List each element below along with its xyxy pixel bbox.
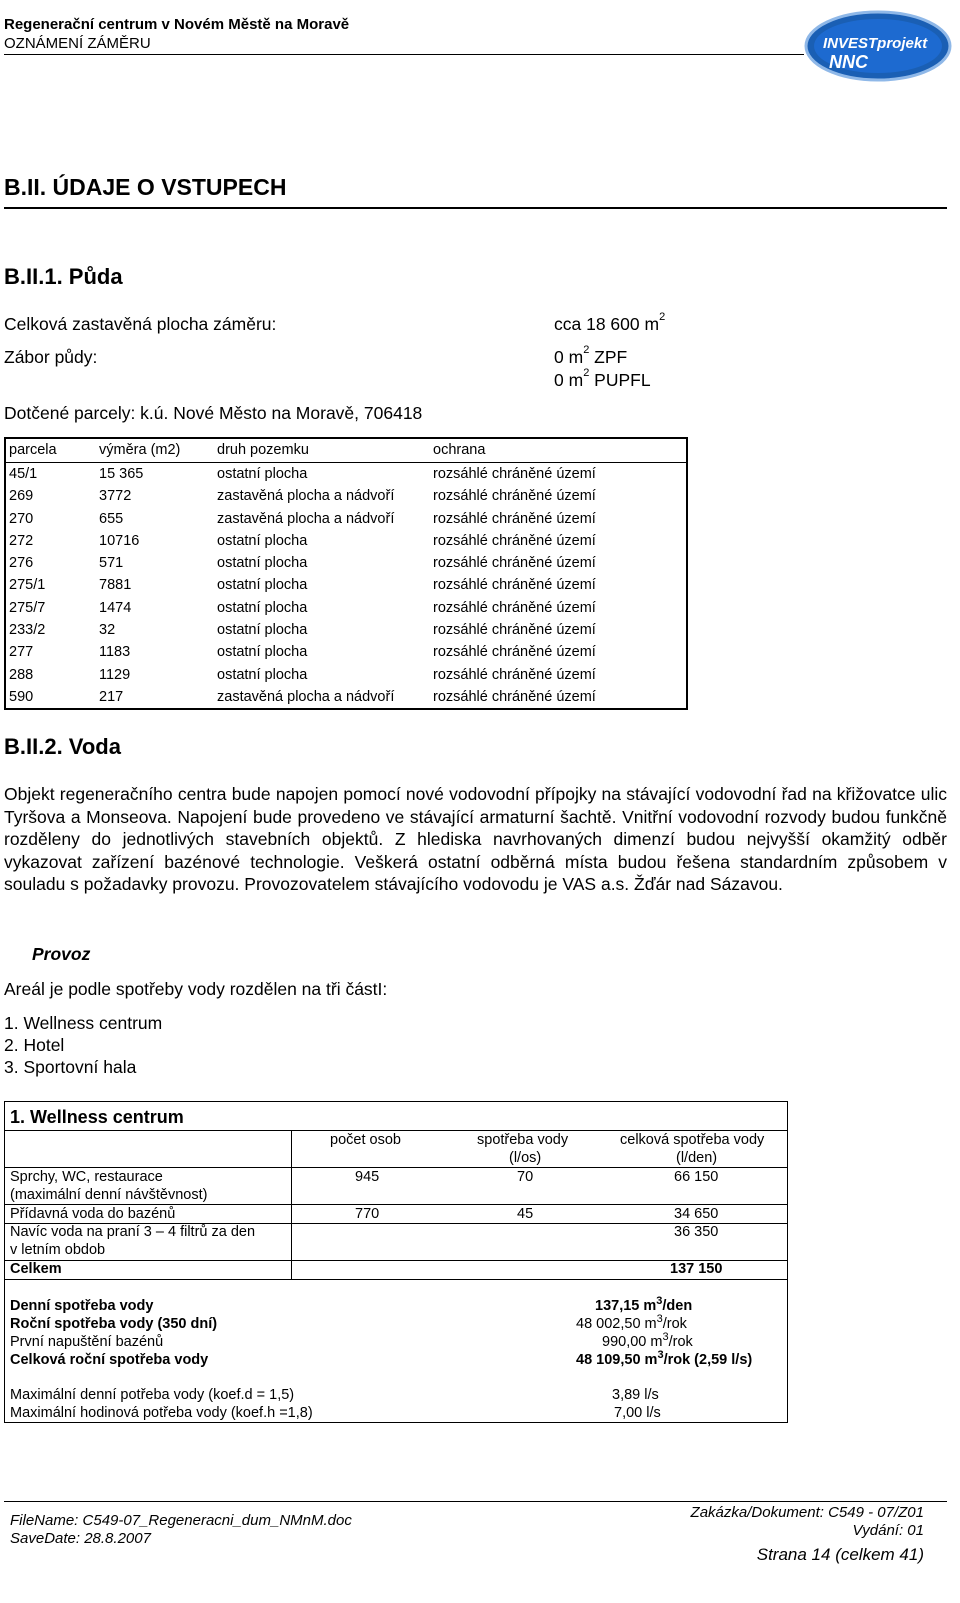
- cell-land-type: zastavěná plocha a nádvoří: [217, 488, 395, 505]
- table-row: [6, 463, 686, 485]
- row-total: 34 650: [674, 1206, 719, 1222]
- divider: [5, 1167, 787, 1168]
- cell-protection: rozsáhlé chráněné území: [433, 555, 596, 572]
- table-row: [6, 641, 686, 663]
- water-paragraph: Objekt regeneračního centra bude napojen pomocí nové vodovodní přípojky na stávající vodovodní řad na křižovatce ulic Tyršova a Monseova. Napojení bude provedeno ve stávající armaturní šachtě. Vnitřní vodovodní rozvody budou funkčně rozděleny do jednotlivých stavebních objektů. Z hlediska navrhovaných dimenzí budou nejvyšší okamžitý odběr vykazovat zařízení bazénové technologie. Veškerá ostatní odběrná místa budou řešena standardním způsobem v souladu s požadavky provozu. Provozovatelem stávajícího vodovodu je VAS a.s. Žďár nad Sázavou.: [4, 784, 947, 894]
- footer-contract: Zakázka/Dokument: C549 - 07/Z01: [690, 1504, 924, 1521]
- row-persons: 770: [355, 1206, 380, 1222]
- cell-area: 1183: [99, 644, 131, 661]
- parcel-table: [4, 437, 688, 710]
- cell-parcel: 45/1: [9, 466, 38, 482]
- cell-land-type: ostatní plocha: [217, 466, 308, 482]
- row-persons: 945: [355, 1169, 380, 1185]
- parcels-label: Dotčené parcely: k.ú. Nové Město na Moravě, 706418: [4, 403, 423, 423]
- built-area-label: Celková zastavěná plocha záměru:: [4, 314, 277, 334]
- cell-parcel: 288: [9, 666, 34, 683]
- water-heading: B.II.2. Voda: [4, 734, 121, 759]
- cell-protection: rozsáhlé chráněné území: [433, 532, 596, 549]
- total-label: Celkem: [10, 1261, 62, 1277]
- land-take-zpf: 0 $m^2$ ZPF: [554, 344, 628, 367]
- row-total: 36 350: [674, 1224, 719, 1240]
- cell-protection: rozsáhlé chráněné území: [433, 488, 596, 505]
- summary-label-total-yearly: Celková roční spotřeba vody: [10, 1352, 209, 1368]
- footer-filename: FileName: C549-07_Regeneracni_dum_NMnM.doc: [10, 1512, 352, 1529]
- cell-land-type: ostatní plocha: [217, 555, 308, 572]
- cell-land-type: ostatní plocha: [217, 622, 308, 639]
- cell-land-type: ostatní plocha: [217, 532, 308, 549]
- footer-edition: Vydání: 01: [852, 1522, 924, 1539]
- table-row: [6, 597, 686, 619]
- table-row: [6, 574, 686, 596]
- section-title: B.II. ÚDAJE O VSTUPECH: [4, 174, 287, 200]
- summary-label-yearly: Roční spotřeba vody (350 dní): [10, 1316, 218, 1332]
- row-label: Přídavná voda do bazénů: [10, 1206, 176, 1222]
- logo-text-1: INVESTprojekt: [823, 35, 928, 52]
- table-row: [6, 686, 686, 708]
- cell-land-type: zastavěná plocha a nádvoří: [217, 688, 395, 705]
- cell-parcel: 269: [9, 488, 34, 505]
- cell-area: 10716: [99, 532, 140, 549]
- cell-area: 655: [99, 510, 124, 527]
- part-item-3: 3. Sportovní hala: [4, 1057, 137, 1077]
- parcel-table-header: [6, 439, 686, 463]
- table-row: [6, 619, 686, 641]
- investprojekt-logo: [803, 6, 953, 84]
- provoz-heading: Provoz: [32, 944, 91, 964]
- col-header-protection: ochrana: [433, 442, 486, 458]
- divider: [5, 1204, 787, 1205]
- cell-area: 1129: [99, 666, 131, 683]
- cell-protection: rozsáhlé chráněné území: [433, 644, 596, 661]
- table-row: [6, 485, 686, 507]
- cell-land-type: ostatní plocha: [217, 644, 308, 661]
- col-header-persons: počet osob: [330, 1132, 401, 1148]
- summary-value-yearly: 48 002,50 $m^3$/rok: [576, 1313, 687, 1332]
- max-daily-value: 3,89 l/s: [612, 1387, 659, 1403]
- summary-label-first-fill: První napuštění bazénů: [10, 1334, 164, 1350]
- areal-text: Areál je podle spotřeby vody rozdělen na tři částI:: [4, 979, 388, 999]
- summary-value-first-fill: 990,00 $m^3$/rok: [602, 1331, 693, 1350]
- row-label-2: v letním obdob: [10, 1242, 106, 1258]
- cell-protection: rozsáhlé chráněné území: [433, 599, 596, 616]
- footer-divider: [4, 1501, 947, 1502]
- document-title: Regenerační centrum v Novém Městě na Moravě: [4, 16, 350, 33]
- cell-parcel: 233/2: [9, 622, 46, 639]
- row-consumption: 45: [517, 1206, 534, 1222]
- summary-label-daily: Denní spotřeba vody: [10, 1298, 154, 1314]
- max-hourly-label: Maximální hodinová potřeba vody (koef.h =1,8): [10, 1405, 313, 1421]
- summary-value-daily: 137,15 $m^3$/den: [595, 1295, 693, 1314]
- logo-text-2: NNC: [829, 52, 868, 72]
- cell-protection: rozsáhlé chráněné území: [433, 577, 596, 594]
- cell-area: 3772: [99, 488, 132, 505]
- document-subtitle: OZNÁMENÍ ZÁMĚRU: [4, 35, 151, 52]
- max-hourly-value: 7,00 l/s: [614, 1405, 661, 1421]
- col-header-parcel: parcela: [9, 442, 57, 458]
- cell-parcel: 270: [9, 510, 34, 527]
- cell-area: 32: [99, 622, 116, 639]
- cell-protection: rozsáhlé chráněné území: [433, 666, 596, 683]
- table-row: [6, 552, 686, 574]
- cell-parcel: 276: [9, 555, 34, 572]
- part-item-2: 2. Hotel: [4, 1035, 65, 1055]
- row-label: Sprchy, WC, restaurace: [10, 1169, 163, 1185]
- part-item-1: 1. Wellness centrum: [4, 1013, 163, 1033]
- cell-protection: rozsáhlé chráněné území: [433, 466, 596, 482]
- footer-page: Strana 14 (celkem 41): [756, 1545, 924, 1564]
- max-daily-label: Maximální denní potřeba vody (koef.d = 1,5): [10, 1387, 295, 1403]
- cell-area: 217: [99, 688, 124, 705]
- header-divider: [4, 54, 804, 55]
- cell-land-type: ostatní plocha: [217, 599, 308, 616]
- cell-parcel: 590: [9, 688, 34, 705]
- cell-protection: rozsáhlé chráněné území: [433, 622, 596, 639]
- cell-land-type: ostatní plocha: [217, 666, 308, 683]
- row-label: Navíc voda na praní 3 – 4 filtrů za den: [10, 1224, 256, 1240]
- cell-area: 571: [99, 555, 124, 572]
- footer-savedate: SaveDate: 28.8.2007: [10, 1530, 151, 1547]
- cell-protection: rozsáhlé chráněné území: [433, 510, 596, 527]
- cell-parcel: 272: [9, 532, 34, 549]
- cell-parcel: 277: [9, 644, 34, 661]
- col-header-consumption: spotřeba vody: [477, 1132, 569, 1148]
- cell-land-type: zastavěná plocha a nádvoří: [217, 510, 395, 527]
- summary-value-total-yearly: 48 109,50 $m^3$/rok (2,59 l/s): [576, 1349, 753, 1368]
- cell-area: 7881: [99, 577, 132, 594]
- soil-heading: B.II.1. Půda: [4, 264, 123, 289]
- divider: [5, 1130, 787, 1131]
- col-header-land-type: druh pozemku: [217, 442, 309, 458]
- wellness-table: [4, 1101, 788, 1423]
- table-row: [6, 530, 686, 552]
- cell-area: 1474: [99, 599, 132, 616]
- row-total: 66 150: [674, 1169, 719, 1185]
- row-label-2: (maximální denní návštěvnost): [10, 1187, 208, 1203]
- cell-parcel: 275/1: [9, 577, 46, 594]
- land-take-label: Zábor půdy:: [4, 347, 98, 367]
- cell-land-type: ostatní plocha: [217, 577, 308, 594]
- table-row: [6, 508, 686, 530]
- col-header-total-unit: (l/den): [676, 1150, 718, 1166]
- cell-protection: rozsáhlé chráněné území: [433, 688, 596, 705]
- built-area-value: cca 18 600 $m^2$: [554, 311, 666, 334]
- cell-parcel: 275/7: [9, 599, 46, 616]
- total-value: 137 150: [670, 1261, 723, 1277]
- land-take-pupfl: 0 $m^2$ PUPFL: [554, 367, 651, 390]
- table-row: [6, 664, 686, 686]
- divider: [5, 1279, 787, 1280]
- col-header-area: výměra (m2): [99, 442, 181, 458]
- col-header-total: celková spotřeba vody: [620, 1132, 765, 1148]
- row-consumption: 70: [517, 1169, 534, 1185]
- col-header-consumption-unit: (l/os): [509, 1150, 542, 1166]
- section-divider: [4, 207, 947, 209]
- wellness-table-title: 1. Wellness centrum: [10, 1107, 184, 1127]
- cell-area: 15 365: [99, 466, 144, 482]
